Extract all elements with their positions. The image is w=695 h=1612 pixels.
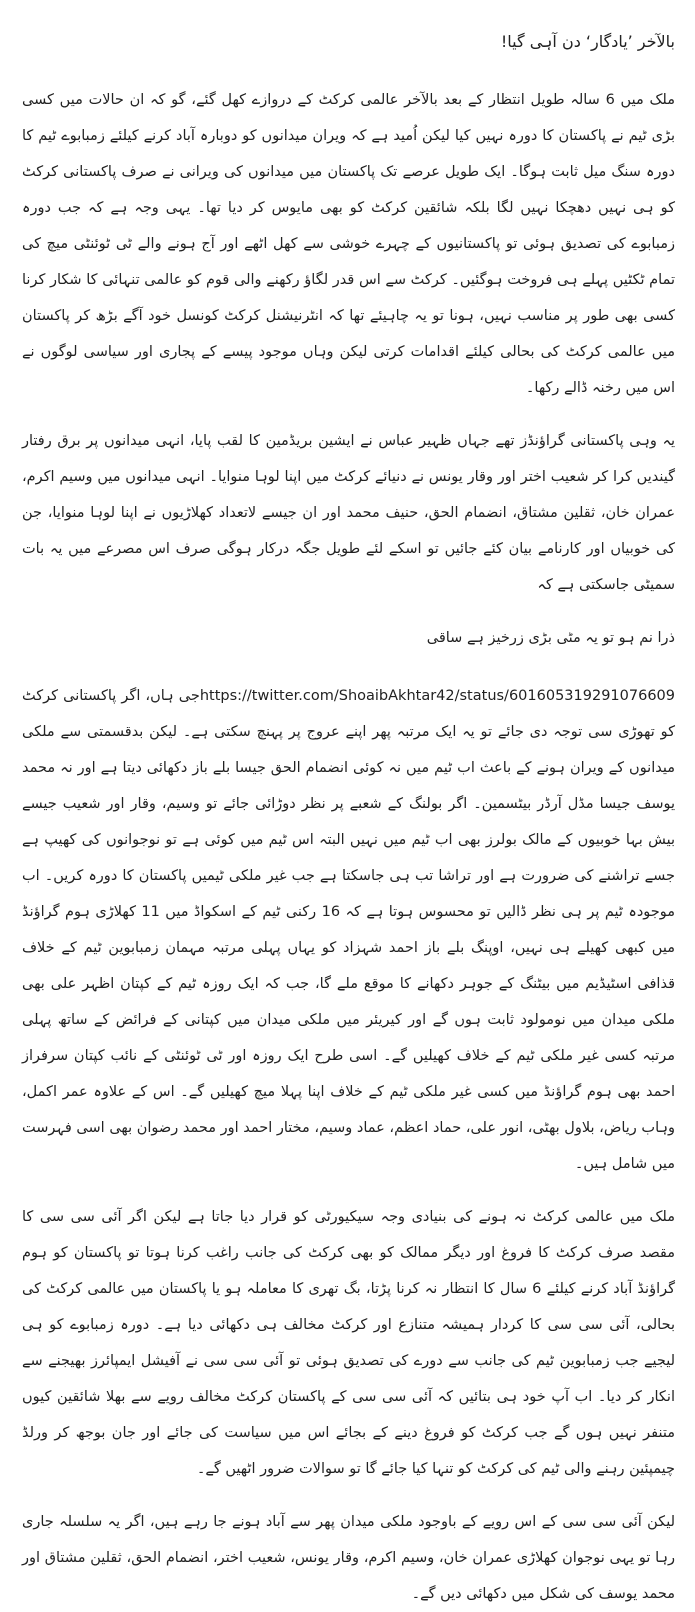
article-title: بالآخر ’یادگار‘ دن آہی گیا! (500, 32, 675, 51)
article-paragraph-5: لیکن آئی سی سی کے اس رویے کے باوجود ملکی میدان پھر سے آباد ہونے جا رہے ہیں، اگر یہ سلسلہ جاری رہا تو یہی نوجوان کھلاڑی عمران خان، وسیم اکرم، وقار یونس، شعیب اختر، انضمام الحق، ثقلین مشتاق اور محمد یوسف کی شکل میں دکھائی دیں گے۔ (22, 1514, 675, 1602)
article-paragraph-4: ملک میں عالمی کرکٹ نہ ہونے کی بنیادی وجہ سیکیورٹی کو قرار دیا جاتا ہے لیکن اگر آئی سی سی کا مقصد صرف کرکٹ کا فروغ اور دیگر ممالک کو بھی کرکٹ کی جانب راغب کرنا ہوتا تو پاکستان کو ہوم گراؤنڈ آباد کرنے کیلئے 6 سال کا انتظار نہ کرنا پڑتا، بگ تھری کا معاملہ ہو یا پاکستان میں عالمی کرکٹ کی بحالی، آئی سی سی کا کردار ہمیشہ متنازع اور کرکٹ مخالف ہی دکھائی دیا ہے۔ دورہ زمبابوے کو ہی لیجیے جب زمبابوین ٹیم کی جانب سے دورے کی تصدیق ہوئی تو آئی سی سی نے آفیشل ایمپائرز بھیجنے سے انکار کر دیا۔ اب آپ خود ہی بتائیں کہ آئی سی سی کے پاکستان کرکٹ مخالف رویے سے بھلا شائقین کیوں متنفر نہیں ہوں گے جب کرکٹ کو فروغ دینے کے بجائے اس میں سیاست کی جائے اور جان بوجھ کر ورلڈ چیمپئین رہنے والی ٹیم کی کرکٹ کو تنہا کیا جائے گا تو سوالات ضرور اٹھیں گے۔ (22, 1209, 676, 1477)
article-paragraph-3-text: جی ہاں، اگر پاکستانی کرکٹ کو تھوڑی سی توجہ دی جائے تو یہ ایک مرتبہ پھر اپنے عروج پر پہنچ سکتی ہے۔ لیکن بدقسمتی سے ملکی میدانوں کے ویران ہونے کے باعث اب ٹیم میں نہ کوئی انضمام الحق جیسا بلے باز دکھائی دیتا ہے اور نہ محمد یوسف جیسا مڈل آرڈر بیٹسمین۔ اگر بولنگ کے شعبے پر نظر دوڑائی جائے تو وسیم، وقار اور شعیب جیسے بیش بہا خوبیوں کے مالک بولرز بھی اب ٹیم میں نہیں البتہ اس ٹیم میں کوئی ہے تو نوجوانوں کی کھیپ ہے جسے تراشنے کی ضرورت ہے اور تراشا تب ہی جاسکتا ہے جب غیر ملکی ٹیمیں پاکستان کا دورہ کریں۔ اب موجودہ ٹیم پر ہی نظر ڈالیں تو محسوس ہوتا ہے کہ 16 رکنی ٹیم کے اسکواڈ میں 11 کھلاڑی ہوم گراؤنڈ میں کبھی کھیلے ہی نہیں، اوپنگ بلے باز احمد شہزاد کو یہاں پہلی مرتبہ مہمان زمبابوین ٹیم کے خلاف قذافی اسٹیڈیم میں بیٹنگ کے جوہر دکھانے کا موقع ملے گا، جب کہ ایک روزہ ٹیم کے کپتان اظہر علی بھی ملکی میدان میں نومولود ثابت ہوں گے اور کیریئر میں ملکی میدان میں کپتانی کے فرائض کے ساتھ پہلی مرتبہ کسی غیر ملکی ٹیم کے خلاف کھیلیں گے۔ اسی طرح ایک روزہ اور ٹی ٹوئنٹی کے نائب کپتان سرفراز احمد بھی ہوم گراؤنڈ میں کسی غیر ملکی ٹیم کے خلاف اپنا پہلا میچ کھیلیں گے۔ اس کے علاوہ عمر اکمل، وہاب ریاض، بلاول بھٹی، انور علی، حماد اعظم، عماد وسیم، مختار احمد اور محمد رضوان بھی اسی فہرست میں شامل ہیں۔ (22, 688, 675, 1172)
poetry-verse: ذرا نم ہو تو یہ مٹی بڑی زرخیز ہے ساقی (426, 630, 675, 646)
article-paragraph-2: یہ وہی پاکستانی گراؤنڈز تھے جہاں ظہیر عباس نے ایشین بریڈمین کا لقب پایا، انہی میدانوں پر برق رفتار گیندیں کرا کر شعیب اختر اور وقار یونس نے دنیائے کرکٹ میں اپنا لوہا منوایا۔ انہی میدانوں میں وسیم اکرم، عمران خان، ثقلین مشتاق، انضمام الحق، حنیف محمد اور ان جیسے لاتعداد کھلاڑیوں نے اپنا لوہا منوایا، جن کی خوبیاں اور کارنامے بیان کئے جائیں تو اسکے لئے طویل جگہ درکار ہوگی صرف اس مصرعے میں یہ بات سمیٹی جاسکتی ہے کہ (22, 433, 675, 593)
twitter-status-link[interactable]: https://twitter.com/ShoaibAkhtar42/status/601605319291076609 (199, 688, 675, 704)
article-paragraph-3 (22, 678, 675, 1182)
article-paragraph-1: ملک میں 6 سالہ طویل انتظار کے بعد بالآخر عالمی کرکٹ کے دروازے کھل گئے، گو کہ ان حالات میں کسی بڑی ٹیم نے پاکستان کا دورہ نہیں کیا لیکن اُمید ہے کہ ویران میدانوں کو دوبارہ آباد کرنے کیلئے زمبابوے ٹیم کا دورہ سنگ میل ثابت ہوگا۔ ایک طویل عرصے تک پاکستان میں میدانوں کی ویرانی نے صرف پاکستانی کرکٹ کو ہی نہیں دھچکا نہیں لگا بلکہ شائقین کرکٹ کو بھی مایوس کر دیا تھا۔ یہی وجہ ہے کہ جب دورہ زمبابوے کی تصدیق ہوئی تو پاکستانیوں کے چہرے خوشی سے کھل اٹھے اور آج ہونے والے ٹی ٹوئنٹی میچ کی تمام ٹکٹیں پہلے ہی فروخت ہوگئیں۔ کرکٹ سے اس قدر لگاؤ رکھنے والی قوم کو عالمی تنہائی کا شکار کرنا کسی بھی طور پر مناسب نہیں، ہونا تو یہ چاہیئے تھا کہ انٹرنیشنل کرکٹ کونسل خود آگے بڑھ کر پاکستان میں عالمی کرکٹ کی بحالی کیلئے اقدامات کرتی لیکن وہاں موجود پیسے کے پجاری اور سیاسی لوگوں نے اس میں رخنہ ڈالے رکھا۔ (22, 92, 675, 396)
